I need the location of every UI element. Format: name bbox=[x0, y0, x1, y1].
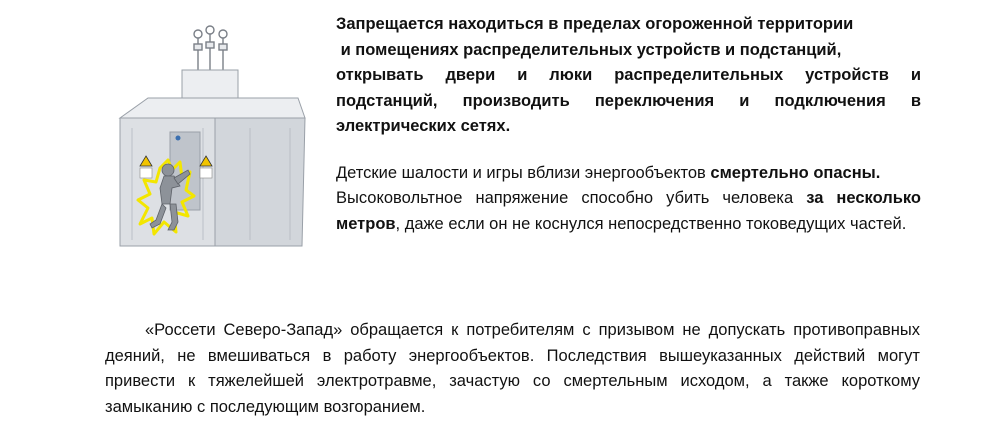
voltage-tail: , даже если он не коснулся непосредственно токоведущих частей. bbox=[395, 214, 907, 233]
substation-electrocution-icon bbox=[110, 10, 310, 260]
warning-text-block bbox=[336, 12, 921, 237]
voltage-paragraph bbox=[336, 186, 921, 237]
prohibition-line-rest: открывать двери и люки распределительных устройств и подстанций, производить переключения и подключения в электрических сетях. bbox=[336, 66, 921, 135]
danger-paragraph bbox=[336, 161, 921, 187]
prohibition-line-2: и помещениях распределительных устройств и подстанций, bbox=[336, 40, 842, 59]
voltage-bold: за несколько метров bbox=[336, 189, 921, 233]
danger-lead-bold: смертельно опасны. bbox=[710, 163, 881, 182]
voltage-lead: Высоковольтное напряжение способно убить человека bbox=[336, 189, 807, 207]
prohibition-line-1: Запрещается находиться в пределах огороженной территории bbox=[336, 15, 854, 33]
appeal-paragraph: «Россети Северо-Запад» обращается к потребителям с призывом не допускать противоправных деяний, не вмешиваться в работу энергообъектов. Последствия вышеуказанных действий могут привести к тяжелейшей электротравме, зачастую со смертельным исходом, а также короткому замыканию с последующим возгоранием. bbox=[105, 321, 920, 416]
prohibition-paragraph bbox=[336, 12, 921, 140]
danger-lead: Детские шалости и игры вблизи энергообъектов bbox=[336, 163, 711, 182]
